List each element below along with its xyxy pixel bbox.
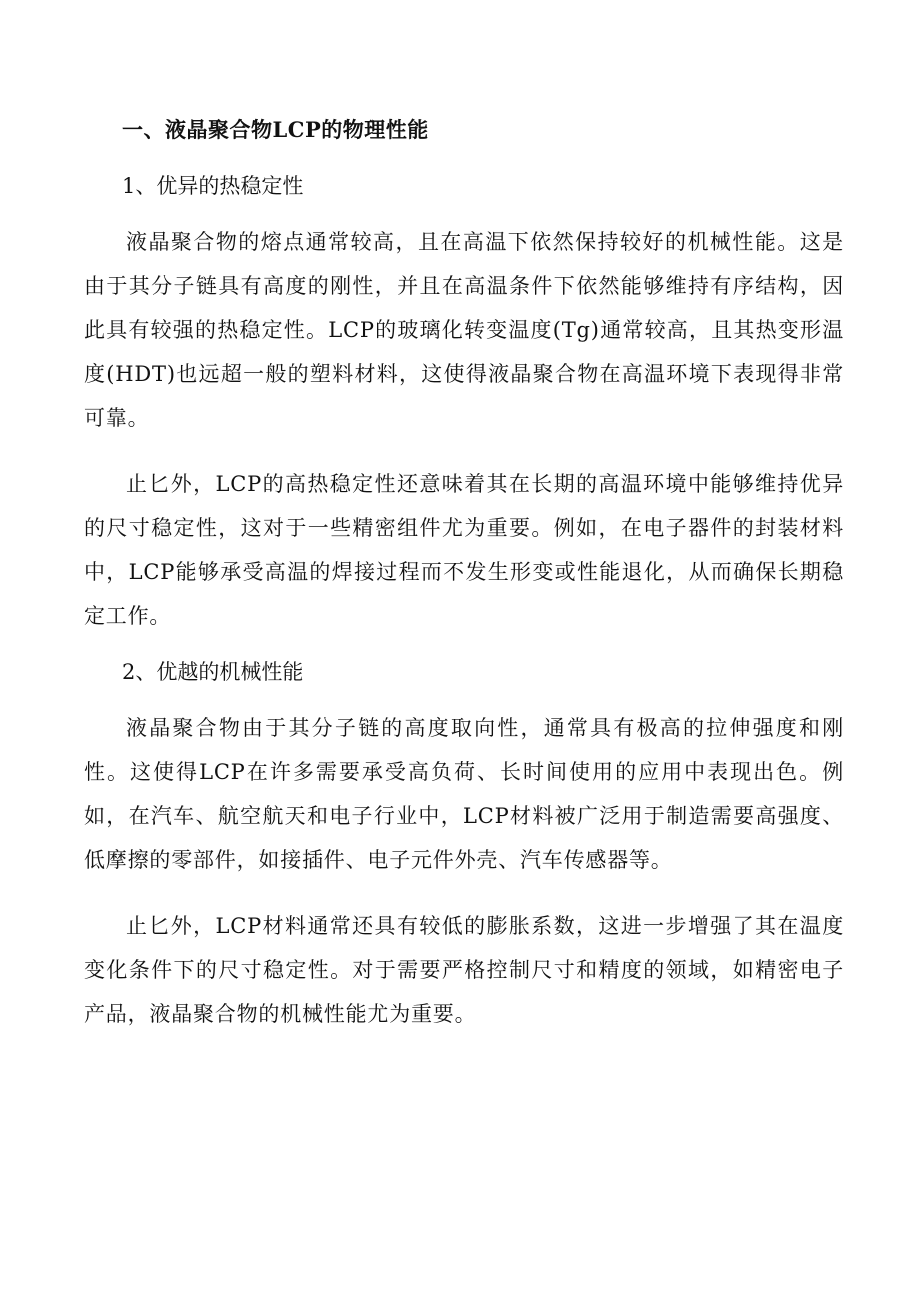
- paragraph-thermal-stability-1: 液晶聚合物的熔点通常较高，且在高温下依然保持较好的机械性能。这是由于其分子链具有高度的刚性，并且在高温条件下依然能够维持有序结构，因此具有较强的热稳定性。LCP的玻璃化转变温度(Tg)通常较高，且其热变形温度(HDT)也远超一般的塑料材料，这使得液晶聚合物在高温环境下表现得非常可靠。: [84, 230, 844, 430]
- subsection-title-thermal-stability: 1、优异的热稳定性: [122, 174, 304, 198]
- section-heading: 一、液晶聚合物LCP的物理性能: [122, 117, 429, 142]
- document-body: [84, 108, 844, 1036]
- paragraph-mechanical-properties-1: 液晶聚合物由于其分子链的高度取向性，通常具有极高的拉伸强度和刚性。这使得LCP在许多需要承受高负荷、长时间使用的应用中表现出色。例如，在汽车、航空航天和电子行业中，LCP材料被广泛用于制造需要高强度、低摩擦的零部件，如接插件、电子元件外壳、汽车传感器等。: [84, 716, 844, 872]
- paragraph-mechanical-properties-2: 止匕外，LCP材料通常还具有较低的膨胀系数，这进一步增强了其在温度变化条件下的尺寸稳定性。对于需要严格控制尺寸和精度的领域，如精密电子产品，液晶聚合物的机械性能尤为重要。: [84, 914, 844, 1026]
- paragraph-thermal-stability-2: 止匕外，LCP的高热稳定性还意味着其在长期的高温环境中能够维持优异的尺寸稳定性，这对于一些精密组件尤为重要。例如，在电子器件的封装材料中，LCP能够承受高温的焊接过程而不发生形变或性能退化，从而确保长期稳定工作。: [84, 472, 844, 628]
- subsection-title-mechanical-properties: 2、优越的机械性能: [122, 660, 304, 684]
